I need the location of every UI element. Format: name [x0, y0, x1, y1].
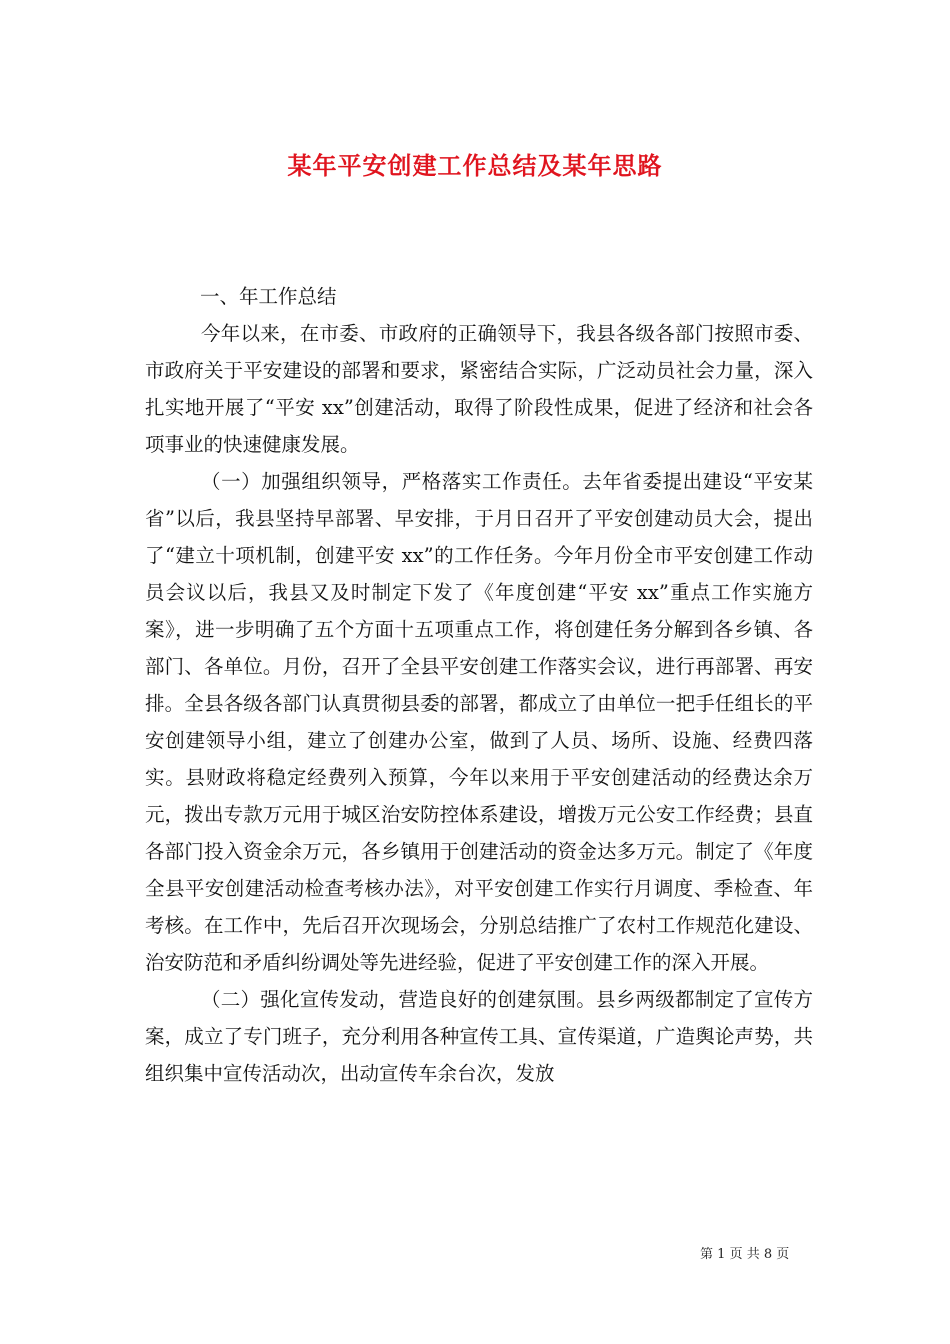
- paragraph-intro: 今年以来，在市委、市政府的正确领导下，我县各级各部门按照市委、市政府关于平安建设的部署和要求，紧密结合实际，广泛动员社会力量，深入扎实地开展了“平安 xx”创建活动，取得了阶段性成果，促进了经济和社会各项事业的快速健康发展。: [145, 322, 813, 456]
- footer-suffix: 页: [776, 1247, 790, 1262]
- footer-current-page: 1: [717, 1247, 726, 1262]
- footer-prefix: 第: [700, 1247, 714, 1262]
- paragraph-organization: （一）加强组织领导，严格落实工作责任。去年省委提出建设“平安某省”以后，我县坚持早部署、早安排，于月日召开了平安创建动员大会，提出了“建立十项机制，创建平安 xx”的工作任务。今年月份全市平安创建工作动员会议以后，我县又及时制定下发了《年度创建“平安 xx”重点工作实施方案》，进一步明确了五个方面十五项重点工作，将创建任务分解到各乡镇、各部门、各单位。月份，召开了全县平安创建工作落实会议，进行再部署、再安排。全县各级各部门认真贯彻县委的部署，都成立了由单位一把手任组长的平安创建领导小组，建立了创建办公室，做到了人员、场所、设施、经费四落实。县财政将稳定经费列入预算，今年以来用于平安创建活动的经费达余万元，拨出专款万元用于城区治安防控体系建设，增拨万元公安工作经费；县直各部门投入资金余万元，各乡镇用于创建活动的资金达多万元。制定了《年度全县平安创建活动检查考核办法》，对平安创建工作实行月调度、季检查、年考核。在工作中，先后召开次现场会，分别总结推广了农村工作规范化建设、治安防范和矛盾纠纷调处等先进经验，促进了平安创建工作的深入开展。: [145, 470, 813, 974]
- page-number-footer: [700, 1246, 789, 1264]
- footer-middle: 页 共: [729, 1247, 760, 1262]
- document-body: [145, 278, 813, 1092]
- document-title: 某年平安创建工作总结及某年思路: [287, 151, 663, 181]
- paragraph-publicity: （二）强化宣传发动，营造良好的创建氛围。县乡两级都制定了宣传方案，成立了专门班子，充分利用各种宣传工具、宣传渠道，广造舆论声势，共组织集中宣传活动次，出动宣传车余台次，发放: [145, 988, 813, 1085]
- section-heading: 一、年工作总结: [200, 285, 337, 308]
- footer-total-pages: 8: [763, 1247, 773, 1262]
